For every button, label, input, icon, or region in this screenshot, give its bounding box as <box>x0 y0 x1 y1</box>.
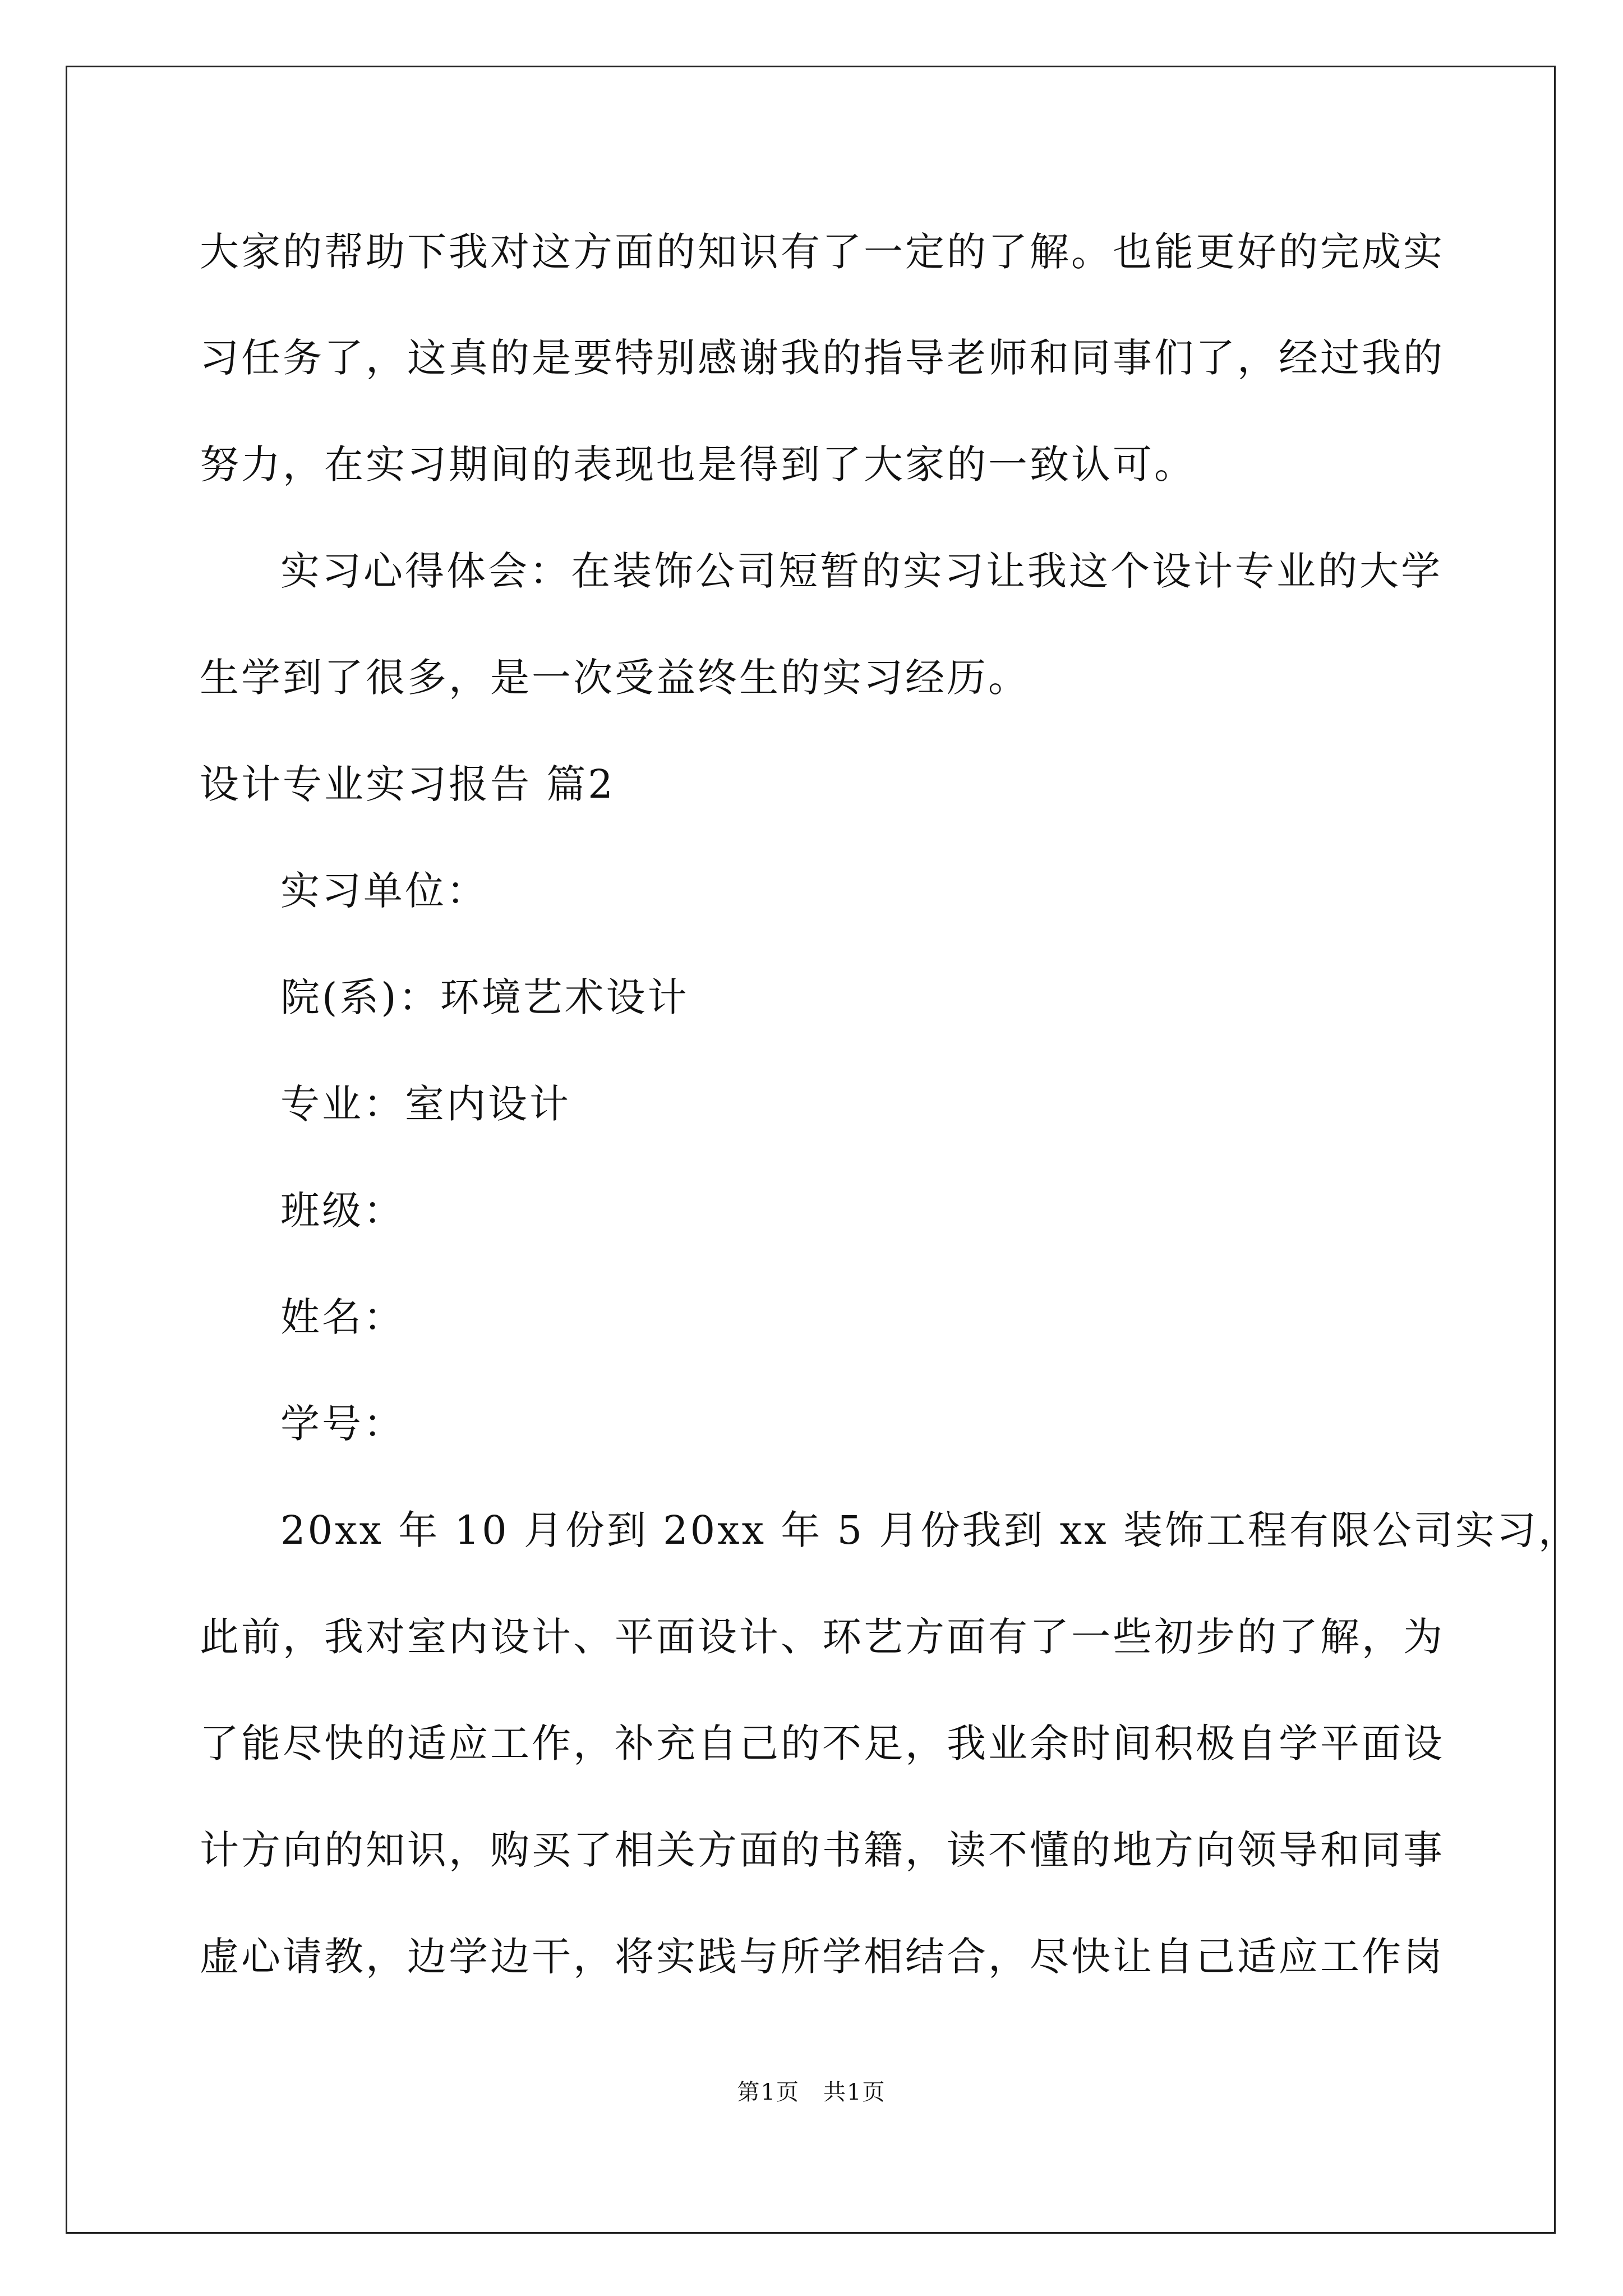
field-class: 班级： <box>280 1188 405 1234</box>
field-internship-unit: 实习单位： <box>280 868 488 914</box>
field-department: 院(系)：环境艺术设计 <box>280 974 689 1020</box>
field-student-id: 学号： <box>280 1401 405 1447</box>
field-name: 姓名： <box>280 1294 405 1340</box>
body-line: 虚心请教，边学边干，将实践与所学相结合，尽快让自己适应工作岗 <box>200 1934 1445 1980</box>
body-line: 习任务了，这真的是要特别感谢我的指导老师和同事们了，经过我的 <box>200 335 1445 381</box>
paragraph-line: 20xx 年 10 月份到 20xx 年 5 月份我到 xx 装饰工程有限公司实习， <box>280 1507 1580 1553</box>
body-line: 了能尽快的适应工作，补充自己的不足，我业余时间积极自学平面设 <box>200 1720 1445 1766</box>
page-footer: 第1页 共1页 <box>737 2079 886 2105</box>
page-border <box>66 66 1556 2234</box>
body-line: 努力，在实习期间的表现也是得到了大家的一致认可。 <box>200 441 1196 487</box>
section-heading: 设计专业实习报告 篇2 <box>200 761 615 807</box>
field-major: 专业：室内设计 <box>280 1081 571 1127</box>
body-line: 生学到了很多，是一次受益终生的实习经历。 <box>200 655 1030 701</box>
body-line: 此前，我对室内设计、平面设计、环艺方面有了一些初步的了解，为 <box>200 1614 1445 1660</box>
body-line: 计方向的知识，购买了相关方面的书籍，读不懂的地方向领导和同事 <box>200 1827 1445 1873</box>
paragraph-line: 实习心得体会：在装饰公司短暂的实习让我这个设计专业的大学 <box>280 548 1442 594</box>
body-line: 大家的帮助下我对这方面的知识有了一定的了解。也能更好的完成实 <box>200 229 1445 275</box>
